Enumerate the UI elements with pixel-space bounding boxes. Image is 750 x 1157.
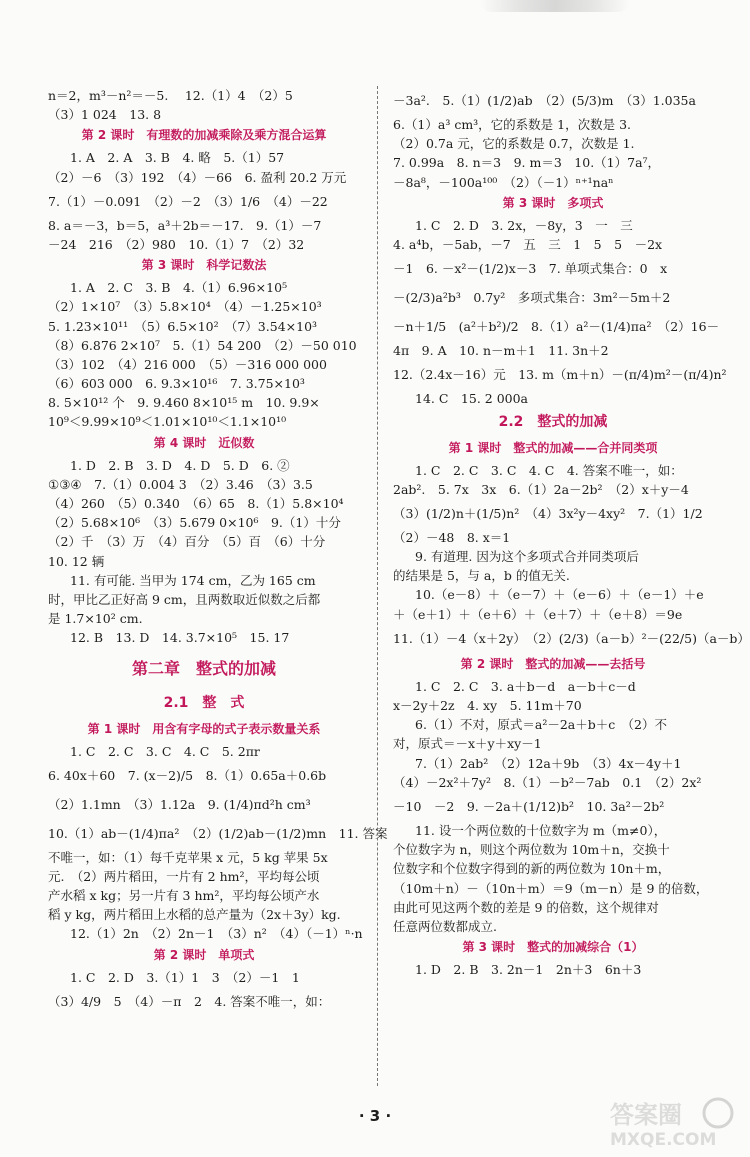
- answer-line: 10. 12 辆: [48, 553, 105, 569]
- answer-line: （2）千 （3）万 （4）百分 （5）百 （6）十分: [48, 534, 326, 550]
- answer-line: 6.（1）不对，原式＝a²－2a＋b＋c （2）不: [415, 717, 667, 733]
- answer-line: 1. D 2. B 3. D 4. D 5. D 6. ②: [70, 457, 290, 473]
- answer-line: 5. 1.23×10¹¹ （5）6.5×10² （7）3.54×10³: [48, 318, 318, 334]
- right-column: [393, 86, 750, 979]
- watermark-url: MXQE.COM: [610, 1130, 717, 1150]
- answer-line: 11. 有可能. 当甲为 174 cm，乙为 165 cm: [70, 572, 316, 588]
- answer-line: n＝2，m³－n²＝－5. 12.（1）4 （2）5: [48, 88, 293, 103]
- section-heading: 2.1 整 式: [163, 694, 245, 711]
- answer-line: （3）1 024 13. 8: [48, 107, 162, 123]
- lesson-heading: 第 1 课时 整式的加减——合并同类项: [448, 440, 658, 455]
- lesson-heading: 第 1 课时 用含有字母的式子表示数量关系: [87, 721, 321, 736]
- answer-line: （3）102 （4）216 000 （5）－316 000 000: [48, 356, 327, 372]
- answer-line: 2ab². 5. 7x 3x 6.（1）2a－2b² （2）x＋y－4: [393, 481, 689, 497]
- answer-line: 时，甲比乙正好高 9 cm，且两数取近似数之后都: [48, 591, 321, 607]
- answer-line: －10 －2 9. －2a＋(1/12)b² 10. 3a²－2b²: [393, 798, 665, 814]
- answer-line: 10.（1）ab－(1/4)πa² （2）(1/2)ab－(1/2)mn 11. 答案: [48, 825, 388, 841]
- answer-line: 的结果是 5，与 a，b 的值无关.: [393, 568, 570, 584]
- answer-line: ①③④ 7.（1）0.004 3 （2）3.46 （3）3.5: [48, 476, 313, 492]
- answer-line: 9. 有道理. 因为这个多项式合并同类项后: [415, 549, 639, 565]
- answer-line: －3a². 5.（1）(1/2)ab （2）(5/3)m （3）1.035a: [393, 93, 696, 108]
- answer-line: 8. 5×10¹² 个 9. 9.460 8×10¹⁵ m 10. 9.9×: [48, 395, 320, 411]
- answer-line: 任意两位数都成立.: [393, 918, 497, 934]
- answer-line: 7.（1）－0.091 （2）－2 （3）1/6 （4）－22: [48, 193, 328, 209]
- scan-smudge: [480, 0, 630, 12]
- answer-line: （2）－48 8. x＝1: [393, 529, 511, 545]
- answer-line: 由此可见这两个数的差是 9 的倍数，这个规律对: [393, 899, 659, 915]
- answer-line: 11. 设一个两位数的十位数字为 m（m≠0），: [415, 822, 667, 838]
- answer-line: 10.（e－8）＋（e－7）＋（e－6）＋（e－1）＋e: [415, 587, 704, 603]
- answer-line: x－2y＋2z 4. xy 5. 11m＋70: [393, 698, 582, 713]
- answer-line: 1. C 2. C 3. C 4. C 4. 答案不唯一，如：: [415, 462, 683, 478]
- answer-line: （3）4/9 5 （4）－π 2 4. 答案不唯一，如：: [48, 993, 331, 1009]
- lesson-heading: 第 3 课时 科学记数法: [141, 258, 267, 273]
- answer-line: 12.（1）2n （2）2n－1 （3）n² （4）（－1）ⁿ·n: [70, 926, 363, 942]
- column-divider: [377, 86, 378, 1086]
- answer-line: 1. C 2. D 3.（1）1 3 （2）－1 1: [70, 969, 300, 985]
- answer-line: －24 216 （2）980 10.（1）7 （2）32: [48, 236, 305, 252]
- answer-line: （2）－6 （3）192 （4）－66 6. 盈利 20.2 万元: [48, 169, 347, 185]
- answer-line: 4π 9. A 10. n－m＋1 11. 3n＋2: [393, 343, 609, 359]
- answer-line: （2）1×10⁷ （3）5.8×10⁴ （4）－1.25×10³: [48, 299, 322, 315]
- answer-line: 12.（2.4x－16）元 13. m（m＋n）－(π/4)m²－(π/4)n²: [393, 367, 727, 383]
- answer-line: 7.（1）2ab² （2）12a＋9b （3）4x－4y＋1: [415, 755, 682, 771]
- answer-line: －8a⁸，－100a¹⁰⁰ （2）（－1）ⁿ⁺¹naⁿ: [393, 174, 614, 190]
- answer-line: 1. D 2. B 3. 2n－1 2n＋3 6n＋3: [415, 962, 642, 978]
- answer-line: （4）260 （5）0.340 （6）65 8.（1）5.8×10⁴: [48, 496, 344, 511]
- answer-line: 产水稻 x kg；另一片有 3 hm²，平均每公顷产水: [48, 888, 320, 904]
- answer-line: 1. A 2. A 3. B 4. 略 5.（1）57: [70, 150, 285, 166]
- answer-line: （6）603 000 6. 9.3×10¹⁶ 7. 3.75×10³: [48, 376, 305, 392]
- watermark-logo: [606, 1095, 736, 1151]
- answer-line: 6. 40x＋60 7. (x－2)/5 8.（1）0.65a＋0.6b: [48, 767, 327, 783]
- lesson-heading: 第 2 课时 整式的加减——去括号: [460, 656, 646, 671]
- chapter-heading: 第二章 整式的加减: [131, 658, 276, 678]
- answer-line: （8）6.876 2×10⁷ 5.（1）54 200 （2）－50 010: [48, 337, 357, 353]
- answer-line: －1 6. －x²－(1/2)x－3 7. 单项式集合：0 x: [393, 261, 668, 277]
- lesson-heading: 第 2 课时 单项式: [153, 947, 255, 962]
- watermark-text: 答案圈: [610, 1101, 682, 1129]
- answer-line: 个位数字为 n，则这个两位数为 10m＋n，交换十: [393, 842, 670, 858]
- answer-line: 1. C 2. D 3. 2x，－8y，3 一 三: [415, 217, 633, 233]
- lesson-heading: 第 3 课时 多项式: [502, 195, 604, 210]
- answer-line: （4）－2x²＋7y² 8.（1）－b²－7ab 0.1 （2）2x²: [393, 774, 702, 790]
- answer-line: 1. C 2. C 3. C 4. C 5. 2πr: [70, 743, 260, 759]
- answer-line: 11.（1）－4（x＋2y） （2）(2/3)（a－b）²－(22/5)（a－b）: [393, 630, 750, 646]
- answer-line: 8. a＝－3，b＝5，a³＋2b＝－17. 9.（1）－7: [48, 217, 322, 233]
- answer-line: 7. 0.99a 8. n＝3 9. m＝3 10.（1）7a⁷，: [393, 155, 661, 171]
- section-heading: 2.2 整式的加减: [498, 413, 608, 430]
- answer-line: （2）5.68×10⁶ （3）5.679 0×10⁶ 9.（1）十分: [48, 515, 341, 531]
- page-number: · 3 ·: [358, 1107, 392, 1125]
- answer-line: （3）(1/2)n＋(1/5)n² （4）3x²y－4xy² 7.（1）1/2: [393, 505, 703, 521]
- answer-line: ＋（e＋1）＋（e＋6）＋（e＋7）＋（e＋8）＝9e: [393, 606, 683, 622]
- answer-line: 不唯一，如：（1）每千克苹果 x 元，5 kg 苹果 5x: [48, 849, 328, 865]
- answer-line: 对，原式＝－x＋y＋xy－1: [393, 736, 542, 752]
- lesson-heading: 第 3 课时 整式的加减综合（1）: [462, 940, 644, 955]
- answer-line: 10⁹＜9.99×10⁹＜1.01×10¹⁰＜1.1×10¹⁰: [48, 414, 287, 430]
- answer-line: 是 1.7×10² cm.: [48, 611, 143, 627]
- lesson-heading: 第 2 课时 有理数的加减乘除及乘方混合运算: [81, 128, 327, 143]
- answer-line: 元. （2）两片稻田，一片有 2 hm²，平均每公顷: [48, 868, 320, 884]
- answer-line: （10m＋n）－（10n＋m）＝9（m－n）是 9 的倍数，: [393, 880, 709, 896]
- answer-line: 12. B 13. D 14. 3.7×10⁵ 15. 17: [70, 630, 290, 646]
- answer-line: 位数字和个位数字得到的新的两位数为 10n＋m，: [393, 861, 671, 877]
- answer-line: 14. C 15. 2 000a: [415, 391, 529, 407]
- answer-line: 6.（1）a³ cm³，它的系数是 1，次数是 3.: [393, 117, 632, 132]
- answer-line: （2）0.7a 元，它的系数是 0.7，次数是 1.: [393, 136, 635, 152]
- left-column: [48, 86, 388, 1016]
- answer-line: 1. C 2. C 3. a＋b－d a－b＋c－d: [415, 678, 636, 694]
- lesson-heading: 第 4 课时 近似数: [153, 435, 255, 450]
- answer-line: 稻 y kg，两片稻田上水稻的总产量为（2x＋3y）kg.: [48, 907, 341, 923]
- answer-line: －(2/3)a²b³ 0.7y² 多项式集合：3m²－5m＋2: [393, 290, 671, 306]
- answer-line: 4. a⁴b，－5ab，－7 五 三 1 5 5 －2x: [393, 236, 663, 252]
- answer-line: 1. A 2. C 3. B 4.（1）6.96×10⁵: [70, 280, 288, 296]
- answer-line: （2）1.1mn （3）1.12a 9. (1/4)πd²h cm³: [48, 796, 311, 812]
- answer-line: －n＋1/5 (a²＋b²)/2 8.（1）a²－(1/4)πa² （2）16－: [393, 319, 720, 335]
